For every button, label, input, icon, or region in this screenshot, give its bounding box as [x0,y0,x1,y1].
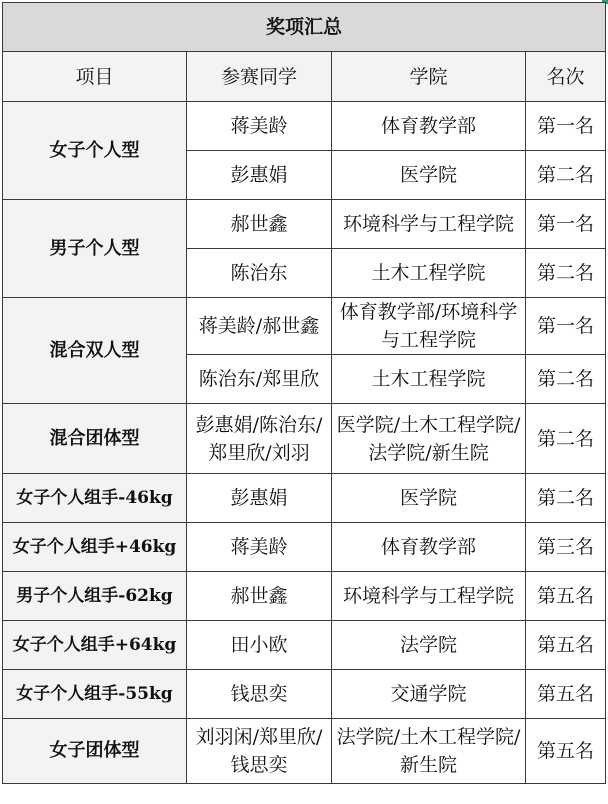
college-cell: 土木工程学院 [332,355,526,404]
participants-cell: 蒋美龄/郝世鑫 [187,298,332,355]
rank-cell: 第二名 [526,404,606,474]
table-row [3,200,606,249]
category-cell: 女子个人组手-55kg [3,670,187,719]
participants-cell: 蒋美龄 [187,523,332,572]
category-cell: 女子团体型 [3,719,187,784]
category-cell: 男子个人型 [3,200,187,298]
participants-cell: 彭惠娟/陈治东/郑里欣/刘羽 [187,404,332,474]
rank-cell: 第二名 [526,249,606,298]
header-college: 学院 [332,52,526,102]
table-row [3,621,606,670]
header-category: 项目 [3,52,187,102]
participants-cell: 郝世鑫 [187,200,332,249]
table-row [3,298,606,355]
header-rank: 名次 [526,52,606,102]
participants-cell: 陈治东/郑里欣 [187,355,332,404]
college-cell: 医学院/土木工程学院/法学院/新生院 [332,404,526,474]
college-cell: 土木工程学院 [332,249,526,298]
category-cell: 混合双人型 [3,298,187,404]
rank-cell: 第三名 [526,523,606,572]
college-cell: 体育教学部 [332,523,526,572]
participants-cell: 郝世鑫 [187,572,332,621]
rank-cell: 第五名 [526,719,606,784]
award-table [2,2,606,784]
participants-cell: 蒋美龄 [187,102,332,151]
table-title: 奖项汇总 [3,3,606,52]
rank-cell: 第五名 [526,670,606,719]
rank-cell: 第二名 [526,355,606,404]
table-row [3,404,606,474]
college-cell: 体育教学部 [332,102,526,151]
college-cell: 体育教学部/环境科学与工程学院 [332,298,526,355]
category-cell: 男子个人组手-62kg [3,572,187,621]
rank-cell: 第一名 [526,200,606,249]
college-cell: 医学院 [332,151,526,200]
rank-cell: 第五名 [526,621,606,670]
table-row [3,719,606,784]
college-cell: 环境科学与工程学院 [332,572,526,621]
college-cell: 环境科学与工程学院 [332,200,526,249]
participants-cell: 田小欧 [187,621,332,670]
rank-cell: 第一名 [526,102,606,151]
rank-cell: 第二名 [526,474,606,523]
table-row [3,572,606,621]
participants-cell: 陈治东 [187,249,332,298]
college-cell: 法学院/土木工程学院/新生院 [332,719,526,784]
table-row [3,670,606,719]
category-cell: 混合团体型 [3,404,187,474]
rank-cell: 第一名 [526,298,606,355]
award-summary-sheet [2,2,605,784]
college-cell: 医学院 [332,474,526,523]
header-row [3,52,606,102]
participants-cell: 彭惠娟 [187,474,332,523]
header-participants: 参赛同学 [187,52,332,102]
table-row [3,102,606,151]
table-row [3,523,606,572]
participants-cell: 钱思奕 [187,670,332,719]
table-row [3,474,606,523]
rank-cell: 第五名 [526,572,606,621]
participants-cell: 刘羽闲/郑里欣/钱思奕 [187,719,332,784]
rank-cell: 第二名 [526,151,606,200]
participants-cell: 彭惠娟 [187,151,332,200]
college-cell: 法学院 [332,621,526,670]
category-cell: 女子个人组手-46kg [3,474,187,523]
college-cell: 交通学院 [332,670,526,719]
category-cell: 女子个人型 [3,102,187,200]
category-cell: 女子个人组手+46kg [3,523,187,572]
category-cell: 女子个人组手+64kg [3,621,187,670]
